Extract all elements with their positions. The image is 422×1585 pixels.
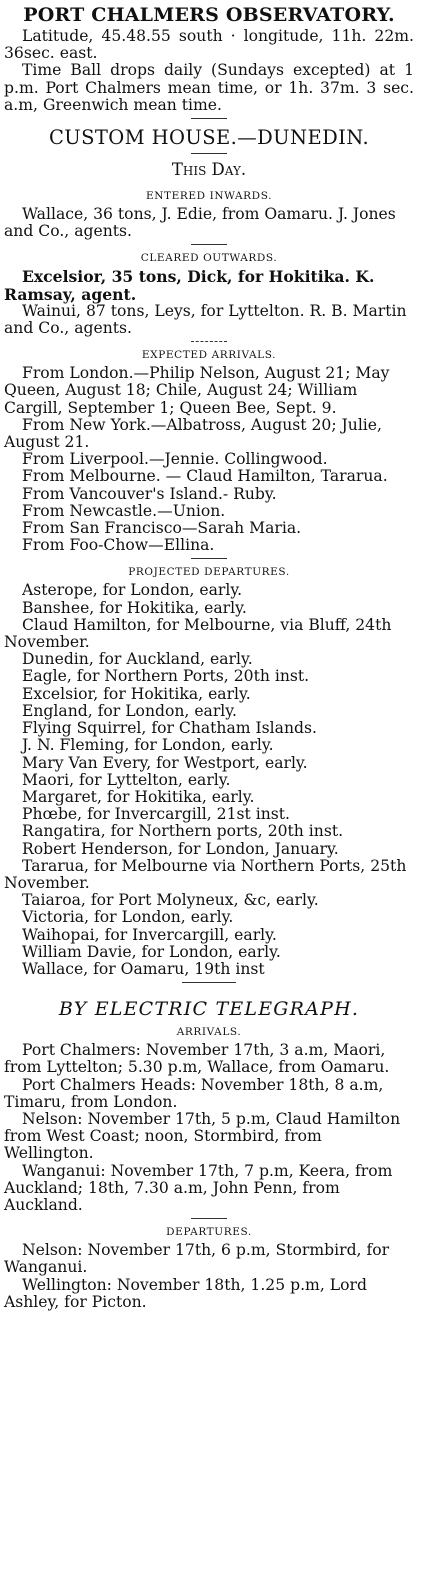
divider: [191, 153, 227, 154]
list-item: From Foo-Chow—Ellina.: [22, 536, 215, 555]
list-item: Nelson: November 17th, 5 p.m, Claud Hamilton from West Coast; noon, Stormbird, from Wellington.: [4, 1109, 401, 1163]
observatory-title: PORT CHALMERS OBSERVATORY.: [23, 4, 395, 26]
divider: [182, 982, 236, 983]
list-item: Wanganui: November 17th, 7 p.m, Keera, from Auckland; 18th, 7.30 a.m, John Penn, from Auckland.: [4, 1161, 393, 1214]
projected-departures-list: [4, 582, 414, 978]
list-item: Phœbe, for Invercargill, 21st inst.: [22, 805, 291, 824]
cleared-outwards-list: [4, 268, 414, 337]
telegraph-departures-heading: DEPARTURES.: [166, 1226, 252, 1239]
list-item: Flying Squirrel, for Chatham Islands.: [22, 719, 317, 738]
list-item: Wellington: November 18th, 1.25 p.m, Lord Ashley, for Picton.: [4, 1275, 367, 1311]
list-item: From San Francisco—Sarah Maria.: [22, 519, 302, 538]
divider: [191, 1218, 227, 1219]
list-item: England, for London, early.: [22, 701, 237, 720]
list-item: From Liverpool.—Jennie. Collingwood.: [22, 450, 328, 469]
expected-arrivals-list: [4, 365, 414, 554]
list-item: J. N. Fleming, for London, early.: [22, 736, 274, 755]
list-item: Asterope, for London, early.: [22, 581, 243, 600]
entered-inwards-heading: ENTERED INWARDS.: [145, 190, 273, 203]
list-item: From Melbourne. — Claud Hamilton, Tararua.: [22, 467, 388, 486]
this-day-heading: This Day.: [171, 160, 247, 180]
list-item: Banshee, for Hokitika, early.: [22, 598, 247, 617]
projected-departures-heading: PROJECTED DEPARTURES.: [128, 566, 290, 579]
cleared-outwards-heading: CLEARED OUTWARDS.: [140, 252, 278, 265]
list-item: Port Chalmers: November 17th, 3 a.m, Maori, from Lyttelton; 5.30 p.m, Wallace, from Oamaru.: [4, 1041, 390, 1077]
list-item: Wainui, 87 tons, Leys, for Lyttelton. R. B. Martin and Co., agents.: [4, 301, 407, 338]
list-item: Nelson: November 17th, 6 p.m, Stormbird, for Wanganui.: [4, 1241, 390, 1277]
list-item: Margaret, for Hokitika, early.: [22, 787, 255, 806]
list-item: Rangatira, for Northern ports, 20th inst.: [22, 822, 344, 841]
divider: [191, 118, 227, 119]
list-item: Robert Henderson, for London, January.: [22, 839, 339, 858]
list-item: Dunedin, for Auckland, early.: [22, 650, 253, 669]
list-item: Excelsior, 35 tons, Dick, for Hokitika. K. Ramsay, agent.: [4, 267, 375, 304]
list-item: Mary Van Every, for Westport, early.: [22, 753, 308, 772]
list-item: From London.—Philip Nelson, August 21; May Queen, August 18; Chile, August 24; William Cargill, September 1; Queen Bee, Sept. 9.: [4, 364, 390, 417]
list-item: Waihopai, for Invercargill, early.: [22, 925, 277, 944]
observatory-latitude: Latitude, 45.48.55 south · longitude, 11h. 22m. 36sec. east.: [4, 27, 414, 63]
telegraph-arrivals-heading: ARRIVALS.: [176, 1026, 242, 1039]
list-item: From New York.—Albatross, August 20; Julie, August 21.: [4, 415, 382, 452]
list-item: Tararua, for Melbourne via Northern Ports, 25th November.: [4, 856, 407, 892]
list-item: William Davie, for London, early.: [22, 942, 281, 961]
list-item: Eagle, for Northern Ports, 20th inst.: [22, 667, 310, 686]
list-item: Maori, for Lyttelton, early.: [22, 770, 231, 789]
telegraph-arrivals-list: [4, 1042, 414, 1214]
custom-house-title: CUSTOM HOUSE.—DUNEDIN.: [48, 126, 370, 150]
divider: [191, 558, 227, 559]
list-item: Claud Hamilton, for Melbourne, via Bluff, 24th November.: [4, 615, 392, 652]
telegraph-title: BY ELECTRIC TELEGRAPH.: [58, 998, 360, 1021]
list-item: From Newcastle.—Union.: [22, 501, 226, 520]
list-item: From Vancouver's Island.- Ruby.: [22, 484, 277, 503]
list-item: Wallace, 36 tons, J. Edie, from Oamaru. J. Jones and Co., agents.: [4, 205, 396, 241]
list-item: Port Chalmers Heads: November 18th, 8 a.m, Timaru, from London.: [4, 1075, 384, 1111]
expected-arrivals-heading: EXPECTED ARRIVALS.: [141, 349, 277, 362]
observatory-timeball: Time Ball drops daily (Sundays excepted) at 1 p.m. Port Chalmers mean time, or 1h. 37m. 3 sec. a.m, Greenwich mean time.: [4, 61, 414, 114]
divider: [191, 341, 227, 342]
telegraph-departures-list: [4, 1242, 414, 1311]
list-item: Victoria, for London, early.: [22, 908, 234, 927]
divider: [191, 244, 227, 245]
list-item: Wallace, for Oamaru, 19th inst: [22, 959, 265, 978]
list-item: Excelsior, for Hokitika, early.: [22, 684, 251, 703]
entered-inwards-list: [4, 206, 414, 240]
list-item: Taiaroa, for Port Molyneux, &c, early.: [22, 891, 319, 910]
